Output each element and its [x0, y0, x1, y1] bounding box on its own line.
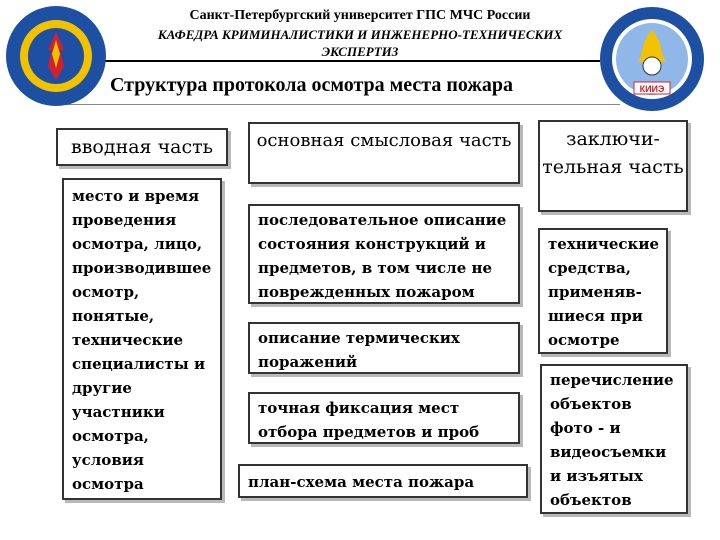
header-divider: [80, 60, 600, 62]
final-item-1: технические средства, применяв-шиеся при осмотре: [538, 228, 668, 354]
intro-header: вводная часть: [56, 128, 228, 166]
department-name: КАФЕДРА КРИМИНАЛИСТИКИ И ИНЖЕНЕРНО-ТЕХНИЧЕСКИХ ЭКСПЕРТИЗ: [157, 27, 563, 59]
slide-title: Структура протокола осмотра места пожара: [110, 74, 513, 96]
university-name: Санкт-Петербургский университет ГПС МЧС России: [189, 8, 531, 23]
intro-details: место и время проведения осмотра, лицо, производившее осмотр, понятые, технические специалисты и другие участники осмотра, условия осмотра: [62, 178, 222, 500]
final-header: заключи-тельная часть: [538, 120, 688, 212]
final-item-2: перечисление объектов фото - и видеосъемки и изъятых объектов: [540, 364, 688, 514]
title-divider: [60, 104, 620, 105]
main-item-2: описание термических поражений: [248, 322, 520, 374]
main-item-3: точная фиксация мест отбора предметов и проб: [248, 392, 520, 444]
emblem-abbrev: КИИЭ: [639, 84, 665, 94]
main-header: основная смысловая часть: [248, 122, 520, 184]
main-item-4: план-схема места пожара: [238, 464, 528, 498]
university-emblem: [4, 4, 108, 108]
department-emblem: [594, 4, 710, 114]
main-item-1: последовательное описание состояния конструкций и предметов, в том числе не поврежденных пожаром: [248, 204, 520, 304]
